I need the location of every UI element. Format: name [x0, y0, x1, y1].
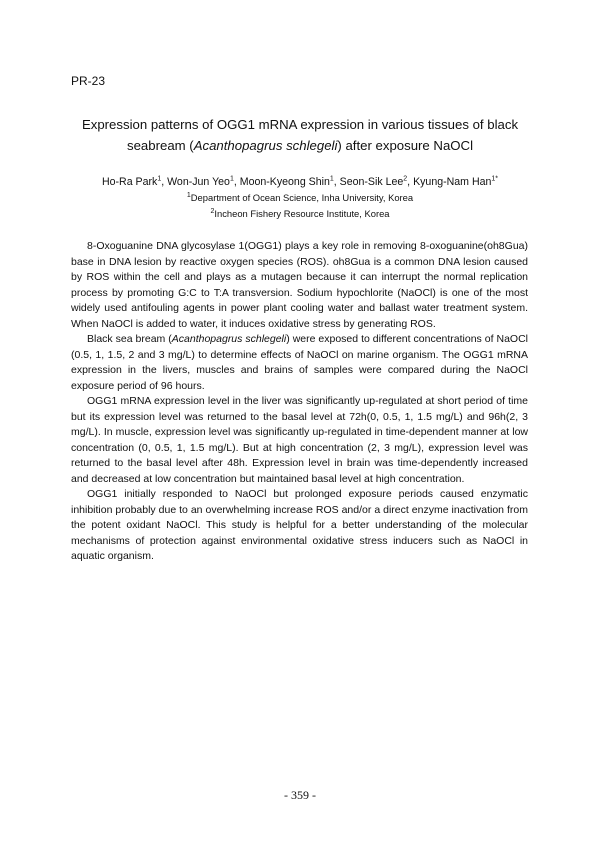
author-separator: ,	[233, 176, 240, 188]
affiliation-text: Incheon Fishery Resource Institute, Korea	[214, 208, 390, 219]
author-name: Seon-Sik Lee	[339, 176, 404, 188]
author-separator: ,	[333, 176, 340, 188]
paragraph-2-post: ) were exposed to different concentrations of NaOCl (0.5, 1, 1.5, 2 and 3 mg/L) to determine effects of NaOCl on marine organism. The OGG1 mRNA expression in the livers, muscles and brains of samples were compared during the NaOCl exposure period of 96 hours.	[71, 333, 528, 392]
abstract-body	[71, 239, 528, 565]
paragraph-2-pre: Black sea bream (	[87, 333, 172, 345]
author-separator: ,	[161, 176, 168, 188]
page-id: PR-23	[71, 74, 106, 88]
page-number: - 359 -	[284, 788, 316, 802]
title-line-1: Expression patterns of OGG1 mRNA expression in various tissues of black	[81, 117, 519, 132]
affiliation-mark: 2	[210, 207, 215, 215]
author-affiliation-mark: 1	[229, 175, 234, 183]
author-list	[60, 175, 540, 189]
title-species-name: Acanthopagrus schlegeli	[193, 138, 338, 153]
author-name: Moon-Kyeong Shin	[239, 176, 330, 188]
author-separator: ,	[407, 176, 414, 188]
abstract-paragraph-3: OGG1 mRNA expression level in the liver was significantly up-regulated at short period of time but its expression level was returned to the basal level at 72h(0, 0.5, 1, 1.5 mg/L) and 96h(2, 3 mg/L). In muscle, expression level was significantly up-regulated in time-dependent manner at low concentration (0, 0.5, 1, 1.5 mg/L). But at high concentration (2, 3 mg/L), expression level was returned to the basal level after 48h. Expression level in brain was time-dependently increased and decreased at low concentration but maintained basal level at high concentration.	[71, 395, 528, 485]
affiliation-text: Department of Ocean Science, Inha University, Korea	[190, 192, 414, 203]
abstract-paragraph-1: 8-Oxoguanine DNA glycosylase 1(OGG1) plays a key role in removing 8-oxoguanine(oh8Gua) base in DNA lesion by reactive oxygen species (ROS). oh8Gua is a common DNA lesion caused by ROS within the cell and plays as a mutagen because it can interrupt the normal replication process by promoting G:C to T:A transversion. Sodium hypochlorite (NaOCl) is one of the most widely used antifouling agents in power plant cooling water and ballast water treatment system. When NaOCl is added to water, it induces oxidative stress by generating ROS.	[71, 240, 528, 330]
title-line-2-pre: seabream (	[127, 138, 194, 153]
paper-title	[60, 114, 540, 156]
author-affiliation-mark: 1	[157, 175, 162, 183]
author-name: Won-Jun Yeo	[167, 176, 230, 188]
author-name: Ho-Ra Park	[101, 176, 158, 188]
author-affiliation-mark: 2	[403, 175, 408, 183]
author-name: Kyung-Nam Han	[413, 176, 492, 188]
author-affiliation-mark: 1	[329, 175, 334, 183]
paragraph-2-species-name: Acanthopagrus schlegeli	[171, 333, 287, 345]
abstract-paragraph-2	[71, 332, 528, 394]
author-affiliation-mark: 1*	[491, 175, 498, 183]
affiliation-mark: 1	[186, 191, 191, 199]
title-line-2-post: ) after exposure NaOCl	[337, 138, 473, 153]
affiliation-1	[60, 192, 540, 204]
abstract-paragraph-4: OGG1 initially responded to NaOCl but prolonged exposure periods caused enzymatic inhibition probably due to an overwhelming increase ROS and/or a direct enzyme inactivation from the potent oxidant NaOCl. This study is helpful for a better understanding of the molecular mechanisms of protection against environmental oxidative stress inducers such as NaOCl in aquatic organism.	[71, 488, 528, 562]
affiliation-2	[60, 208, 540, 220]
